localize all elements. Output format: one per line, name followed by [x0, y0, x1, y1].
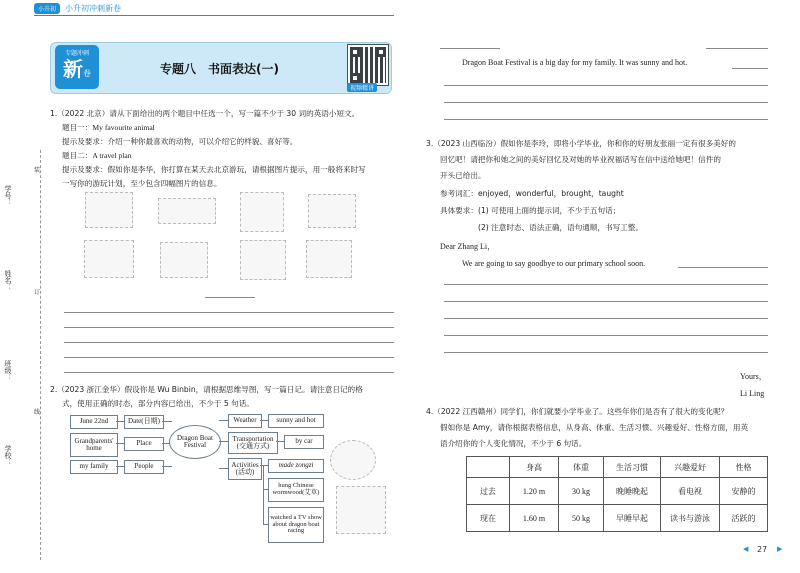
mindmap-place-label: Place	[124, 437, 164, 451]
q1-topic1: 题目一：My favourite animal	[62, 123, 155, 132]
mindmap-connector	[260, 465, 268, 466]
table-header: 身高	[510, 457, 559, 478]
table-cell: 晚睡晚起	[604, 478, 661, 505]
mindmap-date-label: Date(日期)	[124, 415, 164, 429]
q2-title-b: 式，使用正确的时态，部分内容已给出，不少于 5 句话。	[62, 399, 254, 408]
travel-picture	[84, 240, 134, 278]
q1-req2b: 一写你的游玩计划，至少包含四幅图片的信息。	[62, 179, 222, 188]
table-cell: 读书与游泳	[661, 505, 720, 532]
q3-req-label: 具体要求：	[440, 206, 478, 215]
dragon-boat-picture	[336, 486, 386, 534]
q3-vocab: 参考词汇：enjoyed，wonderful，brought，taught	[440, 189, 624, 198]
travel-picture	[158, 198, 216, 224]
writing-line[interactable]	[64, 327, 394, 328]
mindmap-place-value: Grandparents' home	[70, 433, 118, 457]
mindmap-connector	[162, 421, 172, 422]
qr-caption: 视频精讲	[347, 83, 377, 92]
q4-title-a: 4.（2022 江西赣州）同学们，你们就要小学毕业了。这些年你们是否有了很大的变化呢？	[426, 407, 729, 416]
writing-line[interactable]	[64, 357, 394, 358]
chevron-right-icon[interactable]: ▶	[777, 545, 783, 553]
logo-small-bottom: 卷	[83, 69, 91, 78]
mindmap-activities-label: Activities (活动)	[228, 458, 262, 480]
chevron-left-icon[interactable]: ◀	[743, 545, 749, 553]
mindmap-connector	[116, 443, 124, 444]
mindmap-center	[169, 425, 221, 459]
writing-line[interactable]	[64, 312, 394, 313]
mindmap-connector	[263, 524, 268, 525]
table-header-row	[467, 457, 768, 478]
letter-closing: Yours，	[740, 372, 767, 381]
writing-line[interactable]	[444, 335, 768, 336]
writing-line[interactable]	[678, 267, 768, 268]
series-badge-label: 小升初	[37, 6, 56, 13]
table-cell: 30 kg	[559, 478, 604, 505]
letter-opening: We are going to say goodbye to our primary school soon.	[462, 259, 646, 268]
mindmap-connector	[116, 466, 124, 467]
writing-line[interactable]	[440, 48, 500, 49]
mindmap-date-value: June 22nd	[70, 415, 118, 429]
page-title: 专题八 书面表达(一)	[160, 62, 279, 76]
q2-title-a: 2.（2023 浙江金华）假设你是 Wu Binbin，请根据思维导图，写一篇日记。请注意日记的格	[50, 385, 363, 394]
table-cell: 1.60 m	[510, 505, 559, 532]
q3-title-b: 回忆吧！请把你和她之间的美好回忆及对她的毕业祝福话写在信中送给她吧！信件的	[440, 155, 721, 164]
writing-line[interactable]	[64, 372, 394, 373]
writing-line[interactable]	[64, 342, 394, 343]
travel-picture	[240, 192, 284, 232]
mindmap-activity-1: made zongzi	[268, 459, 324, 473]
series-title: 小升初冲刺新卷	[65, 4, 121, 13]
name-label: 姓名：	[4, 270, 13, 291]
writing-line[interactable]	[732, 68, 768, 69]
travel-picture	[85, 192, 133, 228]
mindmap-connector	[219, 468, 228, 469]
mindmap-connector	[276, 441, 284, 442]
travel-picture	[308, 194, 356, 228]
diary-start: Dragon Boat Festival is a big day for my family. It was sunny and hot.	[462, 58, 688, 67]
q3-req1: (1) 可使用上面的提示词，不少于五句话；	[478, 206, 621, 215]
fold-mark: 装	[34, 167, 41, 174]
writing-line[interactable]	[706, 48, 768, 49]
travel-picture	[160, 242, 208, 278]
table-cell: 50 kg	[559, 505, 604, 532]
q3-req2: (2) 注意时态、语法正确，语句通顺，书写工整。	[478, 223, 644, 232]
table-cell: 看电视	[661, 478, 720, 505]
table-cell: 现在	[467, 505, 510, 532]
qr-code-icon[interactable]	[348, 45, 388, 85]
table-header: 生活习惯	[604, 457, 661, 478]
q4-title-b: 假如你是 Amy，请你根据表格信息，从身高、体重、生活习惯、兴趣爱好、性格方面，用英	[440, 423, 749, 432]
header-rule	[34, 15, 394, 16]
table-cell: 过去	[467, 478, 510, 505]
mindmap-center-label: Dragon Boat Festival	[177, 433, 213, 449]
mindmap-connector	[116, 421, 124, 422]
table-cell: 早睡早起	[604, 505, 661, 532]
mindmap-connector	[219, 420, 228, 421]
cut-line	[40, 150, 41, 560]
table-cell: 1.20 m	[510, 478, 559, 505]
school-label: 学校：	[4, 445, 13, 466]
mindmap-connector	[219, 441, 228, 442]
logo-badge	[55, 45, 99, 89]
id-label: 学号：	[4, 185, 13, 206]
letter-signature: Li Ling	[740, 389, 765, 398]
q4-title-c: 语介绍你的个人变化情况，不少于 6 句话。	[440, 439, 587, 448]
table-row	[467, 505, 768, 532]
table-header	[467, 457, 510, 478]
logo-small-top: 专题冲刺	[64, 50, 89, 57]
writing-line[interactable]	[444, 85, 768, 86]
fold-mark: 线	[34, 409, 41, 416]
q1-req1: 提示及要求：介绍一种你最喜欢的动物，可以介绍它的样貌、喜好等。	[62, 137, 298, 146]
table-header: 性格	[720, 457, 768, 478]
mindmap-transport-value: by car	[284, 435, 324, 449]
table-header: 体重	[559, 457, 604, 478]
fold-mark: 订	[34, 289, 41, 296]
mindmap-activity-2: hung Chinese wormwood(艾草)	[268, 478, 324, 502]
series-badge	[34, 3, 60, 14]
class-label: 班级：	[4, 360, 13, 381]
table-cell: 活跃的	[720, 505, 768, 532]
q3-title-a: 3.（2023 山西临汾）假如你是李玲，即将小学毕业，你和你的好朋友张丽一定有很多美好的	[426, 139, 736, 148]
writing-line[interactable]	[444, 284, 768, 285]
mindmap-weather-value: sunny and hot	[268, 414, 324, 428]
letter-greeting: Dear Zhang Li，	[440, 242, 496, 251]
mindmap-people-value: my family	[70, 460, 118, 474]
mindmap-activity-3: watched a TV show about dragon boat racing	[268, 507, 324, 543]
mindmap-connector	[263, 489, 268, 490]
travel-picture	[306, 240, 352, 278]
writing-line[interactable]	[205, 297, 255, 298]
writing-line[interactable]	[444, 352, 768, 353]
table-cell: 安静的	[720, 478, 768, 505]
q3-title-c: 开头已给出。	[440, 171, 486, 180]
table-header: 兴趣爱好	[661, 457, 720, 478]
table-row	[467, 478, 768, 505]
writing-line[interactable]	[444, 102, 768, 103]
mindmap-connector	[162, 466, 172, 467]
writing-line[interactable]	[444, 318, 768, 319]
writing-line[interactable]	[444, 301, 768, 302]
mindmap-weather-label: Weather	[228, 414, 262, 428]
page-number: 27	[757, 545, 768, 554]
zongzi-picture	[330, 440, 376, 480]
mindmap-people-label: People	[124, 460, 164, 474]
q1-title: 1.（2022 北京）请从下面给出的两个题目中任选一个，写一篇不少于 30 词的英语小短文。	[50, 109, 360, 118]
mindmap-connector	[260, 420, 268, 421]
q1-req2a: 提示及要求：假如你是李华，你打算在某天去北京游玩，请根据图片提示，用一般将来时写	[62, 165, 366, 174]
writing-line[interactable]	[444, 119, 768, 120]
q1-topic2: 题目二：A travel plan	[62, 151, 132, 160]
mindmap-transport-label: Transportation (交通方式)	[228, 432, 278, 454]
travel-picture	[240, 240, 286, 280]
mindmap-connector	[263, 465, 264, 525]
logo-big: 新	[63, 57, 83, 81]
change-table	[466, 456, 768, 532]
